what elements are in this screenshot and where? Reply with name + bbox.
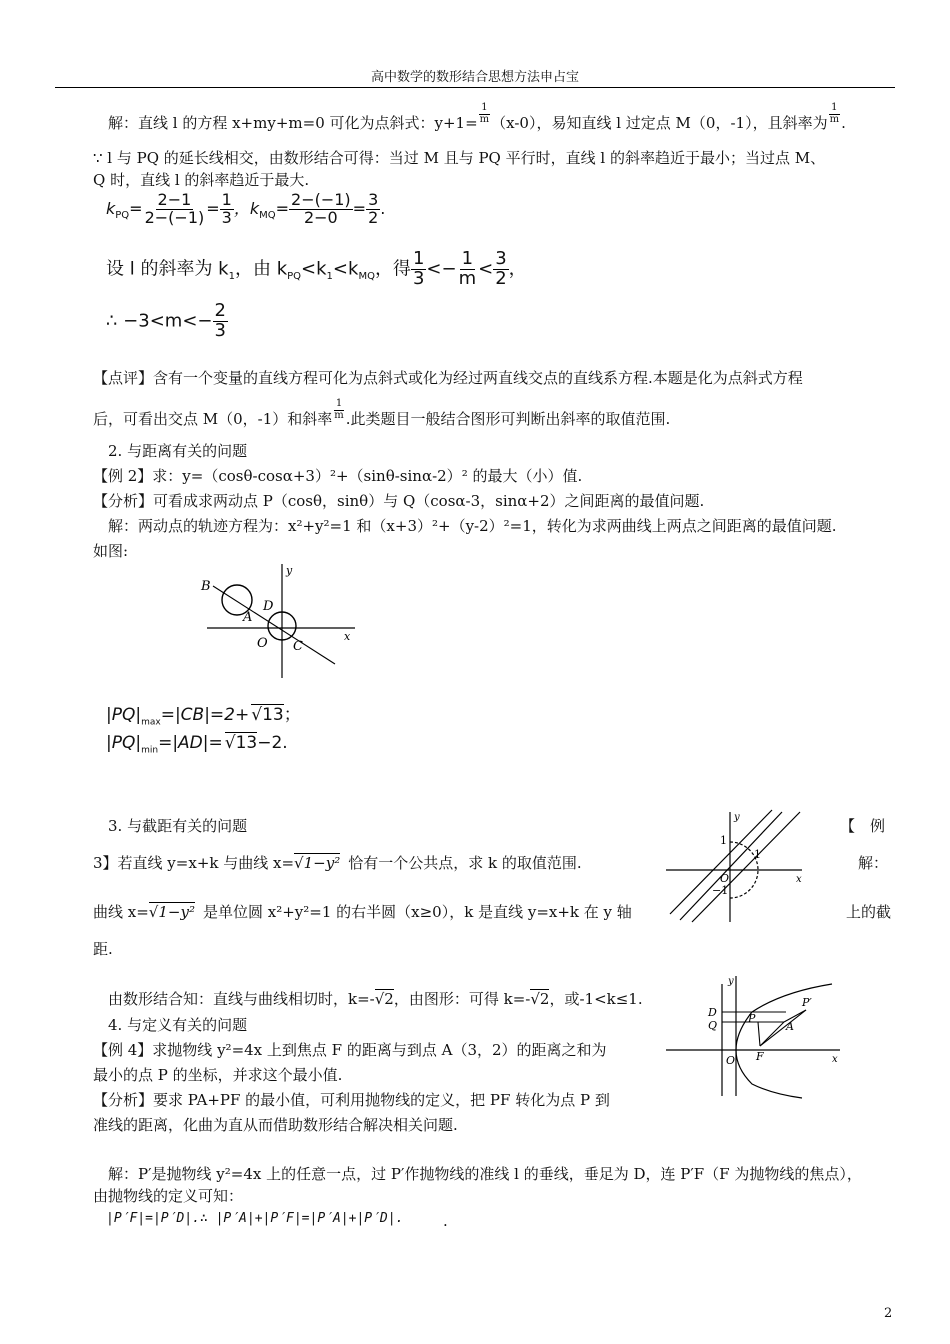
stray-dot: . xyxy=(443,1212,448,1230)
label-P-prime: P′ xyxy=(802,996,812,1009)
sqrt: √1−y² xyxy=(148,903,195,921)
line-upper xyxy=(680,812,782,920)
sqrt: √13 xyxy=(224,733,258,753)
label-D: D xyxy=(708,1006,717,1019)
slope-inequality: 设 l 的斜率为 $k_1$，由 $k_{PQ}<k_1<k_{MQ}$，得 $\frac{1}{3}$ <− $\frac{1}{m}$ < $\frac{3}{2}$ ， xyxy=(106,248,527,289)
fraction: $\frac{2}{3}$ xyxy=(214,300,226,341)
example-4-line-1: 【例 4】求抛物线 y²=4x 上到焦点 F 的距离与到点 A（3，2）的距离之和为 xyxy=(93,1041,607,1059)
pq-min: $|PQ|_{min}=|AD|= √13-2$. xyxy=(106,733,288,756)
line-PF xyxy=(758,1022,760,1046)
solution-3-line-4: 距. xyxy=(93,940,113,958)
label-F: F xyxy=(756,1050,764,1063)
parabola-curve xyxy=(736,984,832,1098)
line-FP-prime xyxy=(760,1010,806,1046)
m-range: ∴ −3<m<− $\frac{2}{3}$ xyxy=(106,300,226,341)
example-2: 【例 2】求：y=（cosθ-cosα+3）²+（sinθ-sinα-2）² 的最大（小）值. xyxy=(93,467,583,485)
fraction: $\frac{1}{3}$ xyxy=(412,248,425,289)
solution-3-line-end: 上的截 xyxy=(846,903,892,921)
two-circles-figure xyxy=(195,560,365,680)
fraction: $\frac{2-1}{2-(-1)}$ xyxy=(144,190,205,227)
label-x: x xyxy=(344,630,351,643)
label-1-right: 1 xyxy=(754,848,761,861)
section-4-title: 4. 与定义有关的问题 xyxy=(108,1016,248,1034)
semicircle-lines-figure xyxy=(662,808,812,926)
line-lower xyxy=(692,812,800,922)
review-line-2: 后，可看出交点 M（0，-1）和斜率 $\frac{1}{m}$ .此类题目一般结合图形可判断出斜率的取值范围. xyxy=(93,398,671,428)
solution-line-1: 解：直线 l 的方程 x+my+m=0 可化为点斜式：y+1= $\frac{1}{m}$ （x-0），易知直线 l 过定点 M（0，-1），且斜率为 $\frac{1}{m}$ . xyxy=(108,102,846,132)
label-y: y xyxy=(734,812,740,823)
solution-line-3: Q 时，直线 l 的斜率趋近于最大. xyxy=(93,171,310,189)
solution-4-line-3: |P′F|=|P′D|.∴ |P′A|+|P′F|=|P′A|+|P′D|. xyxy=(106,1211,404,1226)
label-y: y xyxy=(728,976,734,987)
label-x: x xyxy=(796,874,802,885)
analysis-2: 【分析】可看成求两动点 P（cosθ，sinθ）与 Q（cosα-3，sinα+2）之间距离的最值问题. xyxy=(93,492,705,510)
label-y: y xyxy=(286,564,293,577)
slope-fraction: $\frac{1}{m}$ xyxy=(334,398,344,421)
solution-3-line: 曲线 x=√1−y² 是单位圆 x²+y²=1 的右半圆（x≥0），k 是直线 y=x+k 在 y 轴 xyxy=(93,903,632,921)
example-3: 3】若直线 y=x+k 与曲线 x=√1−y² 恰有一个公共点，求 k 的取值范围. xyxy=(93,854,582,872)
label-1: 1 xyxy=(720,834,727,847)
label-A: A xyxy=(243,610,253,625)
fraction: $\frac{1}{3}$ xyxy=(221,190,232,227)
fraction: $\frac{3}{2}$ xyxy=(368,190,379,227)
analysis-4-line-1: 【分析】要求 PA+PF 的最小值，可利用抛物线的定义，把 PF 转化为点 P 到 xyxy=(93,1091,610,1109)
text: 解：直线 l 的方程 x+my+m=0 可化为点斜式：y+1= xyxy=(108,114,478,132)
text: （x-0），易知直线 l 过定点 M（0，-1），且斜率为 xyxy=(491,114,828,132)
slope-fraction-2: $\frac{1}{m}$ xyxy=(829,102,840,125)
example-3-bracket: 【 例 xyxy=(840,817,886,835)
label-O: O xyxy=(720,872,730,885)
label-O: O xyxy=(257,636,268,651)
sqrt: √2 xyxy=(530,990,550,1008)
pq-max: $|PQ|_{max}=|CB|=2+ √13$； xyxy=(106,705,301,728)
label-Q: Q xyxy=(708,1019,718,1032)
line-FA xyxy=(760,1022,784,1046)
fraction: $\frac{3}{2}$ xyxy=(495,248,507,289)
header-rule xyxy=(55,87,895,88)
center-line xyxy=(213,586,335,664)
solution-2-line-2: 如图: xyxy=(93,542,129,560)
analysis-4-line-2: 准线的距离，化曲为直从而借助数形结合解决相关问题. xyxy=(93,1116,458,1134)
solution-4-line-2: 由抛物线的定义可知： xyxy=(93,1187,244,1205)
label-x: x xyxy=(832,1054,838,1065)
sqrt: √2 xyxy=(374,990,394,1008)
label-P: P xyxy=(748,1012,756,1025)
slope-fraction: $\frac{1}{m}$ xyxy=(479,102,490,125)
fraction: $\frac{2-(-1)}{2-0}$ xyxy=(291,190,351,227)
fraction: $\frac{1}{m}$ xyxy=(458,248,477,289)
page-header: 高中数学的数形结合思想方法申占宝 xyxy=(370,70,579,85)
sqrt: √13 xyxy=(251,705,284,725)
label-B: B xyxy=(201,579,211,594)
parabola-figure xyxy=(662,972,846,1100)
solution-2-line-1: 解：两动点的轨迹方程为：x²+y²=1 和（x+3）²+（y-2）²=1，转化为求两曲线上两点之间距离的最值问题. xyxy=(108,517,837,535)
example-4-line-2: 最小的点 P 的坐标，并求这个最小值. xyxy=(93,1066,343,1084)
label-D: D xyxy=(263,599,274,614)
section-3-title: 3. 与截距有关的问题 xyxy=(108,817,248,835)
label-C: C xyxy=(293,639,303,654)
label-O: O xyxy=(726,1054,736,1067)
page-number: 2 xyxy=(884,1306,893,1321)
sqrt: √1−y² xyxy=(294,854,341,872)
section-2-title: 2. 与距离有关的问题 xyxy=(108,442,248,460)
review-line-1: 【点评】含有一个变量的直线方程可化为点斜式或化为经过两直线交点的直线系方程.本题是化为点斜式方程 xyxy=(93,369,803,387)
solution-4-line-1: 解：P′是抛物线 y²=4x 上的任意一点，过 P′作抛物线的准线 l 的垂线，垂足为 D，连 P′F（F 为抛物线的焦点）， xyxy=(108,1165,862,1183)
solution-3-conclusion: 由数形结合知：直线与曲线相切时，k=-√2，由图形：可得 k=-√2，或-1<k≤1. xyxy=(108,990,643,1008)
solution-line-2: ∵ l 与 PQ 的延长线相交，由数形结合可得：当过 M 且与 PQ 平行时，直线 l 的斜率趋近于最小；当过点 M、 xyxy=(93,149,826,167)
label-A: A xyxy=(786,1020,794,1033)
solution-3-label: 解： xyxy=(858,854,889,872)
slope-equation: $k_{PQ}=$ $\frac{2-1}{2-(-1)}$ = $\frac{1}{3}$ ，$k_{MQ}=$ $\frac{2-(-1)}{2-0}$ = $\frac{3}{2}$ . xyxy=(106,190,386,227)
label-neg1: −1 xyxy=(712,884,729,897)
